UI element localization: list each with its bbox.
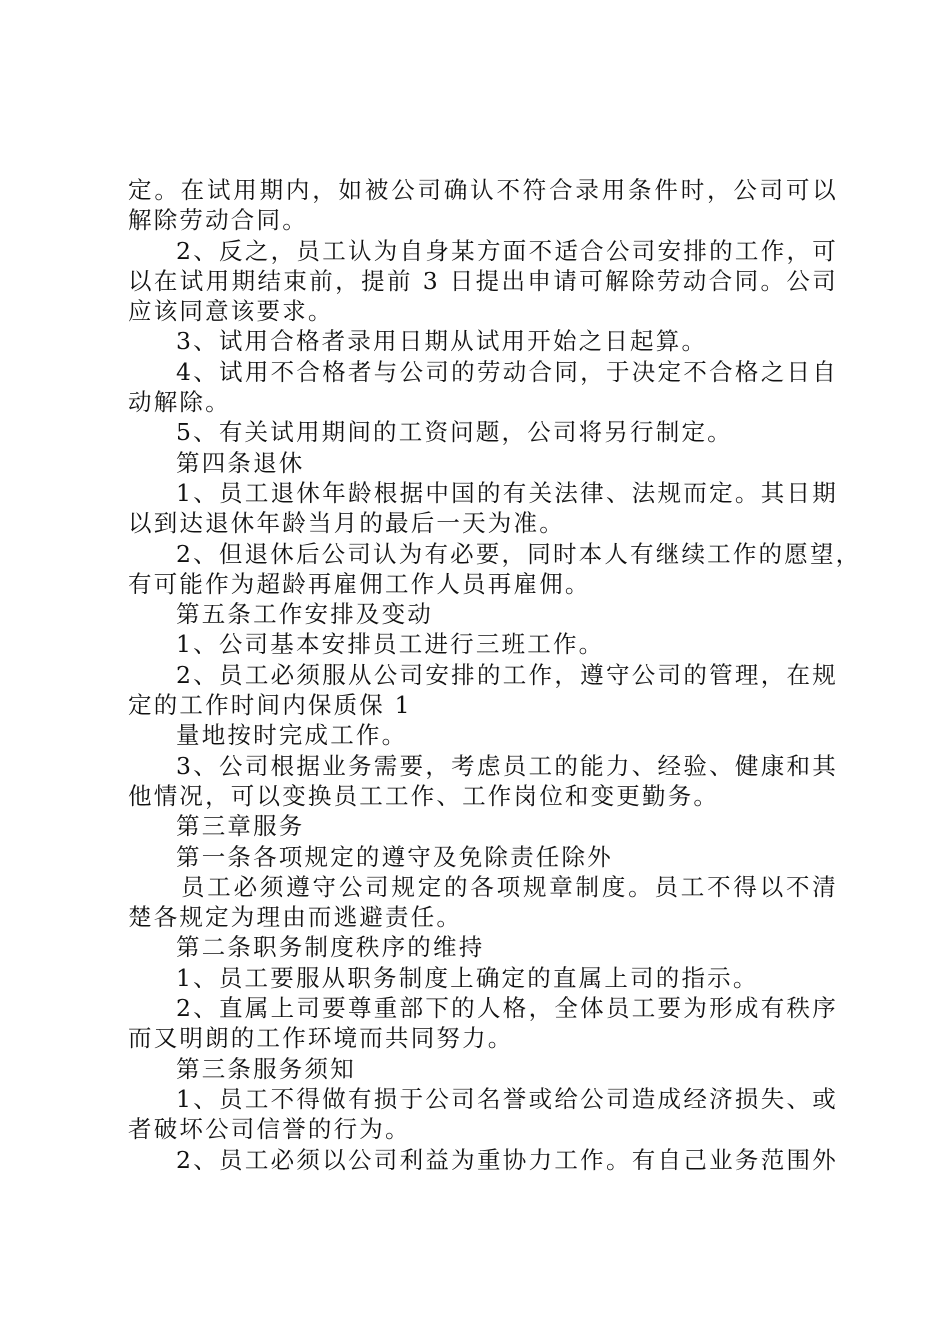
text-line: 解除劳动合同。: [128, 206, 308, 235]
text-line: 1、员工不得做有损于公司名誉或给公司造成经济损失、或: [176, 1084, 838, 1113]
text-line: 2、员工必须以公司利益为重协力工作。有自己业务范围外: [176, 1145, 838, 1174]
text-line: 而又明朗的工作环境而共同努力。: [128, 1024, 514, 1053]
text-line: 3、公司根据业务需要，考虑员工的能力、经验、健康和其: [176, 751, 838, 780]
text-line: 第三条服务须知: [176, 1054, 356, 1083]
text-line: 者破坏公司信誉的行为。: [128, 1115, 411, 1144]
text-line: 定。在试用期内，如被公司确认不符合录用条件时，公司可以: [128, 176, 838, 204]
text-line: 应该同意该要求。: [128, 297, 334, 326]
text-line: 3、试用合格者录用日期从试用开始之日起算。: [176, 327, 708, 356]
text-line: 2、员工必须服从公司安排的工作，遵守公司的管理，在规: [176, 660, 838, 689]
text-line: 第一条各项规定的遵守及免除责任除外: [176, 842, 613, 871]
text-line: 有可能作为超龄再雇佣工作人员再雇佣。: [128, 569, 591, 598]
text-line: 以在试用期结束前，提前 3 日提出申请可解除劳动合同。公司: [128, 266, 838, 295]
text-line: 2、但退休后公司认为有必要，同时本人有继续工作的愿望，: [176, 539, 862, 568]
text-line: 员工必须遵守公司规定的各项规章制度。员工不得以不清: [181, 872, 838, 901]
text-line: 2、反之，员工认为自身某方面不适合公司安排的工作，可: [176, 236, 838, 265]
text-line: 第五条工作安排及变动: [176, 600, 433, 629]
text-line: 定的工作时间内保质保 1: [128, 691, 412, 720]
text-line: 动解除。: [128, 388, 231, 417]
text-line: 4、试用不合格者与公司的劳动合同，于决定不合格之日自: [176, 357, 838, 386]
text-line: 量地按时完成工作。: [176, 721, 408, 750]
document-body: [128, 175, 862, 1175]
text-line: 楚各规定为理由而逃避责任。: [128, 903, 463, 932]
text-line: 1、员工退休年龄根据中国的有关法律、法规而定。其日期: [176, 478, 838, 507]
text-line: 5、有关试用期间的工资问题，公司将另行制定。: [176, 418, 733, 447]
text-line: 以到达退休年龄当月的最后一天为准。: [128, 509, 565, 538]
text-line: 1、员工要服从职务制度上确定的直属上司的指示。: [176, 963, 759, 992]
text-line: 第三章服务: [176, 812, 305, 841]
text-line: 2、直属上司要尊重部下的人格，全体员工要为形成有秩序: [176, 994, 838, 1023]
text-line: 第二条职务制度秩序的维持: [176, 933, 485, 962]
text-line: 他情况，可以变换员工工作、工作岗位和变更勤务。: [128, 781, 720, 810]
text-line: 第四条退休: [176, 448, 305, 477]
text-line: 1、公司基本安排员工进行三班工作。: [176, 630, 605, 659]
